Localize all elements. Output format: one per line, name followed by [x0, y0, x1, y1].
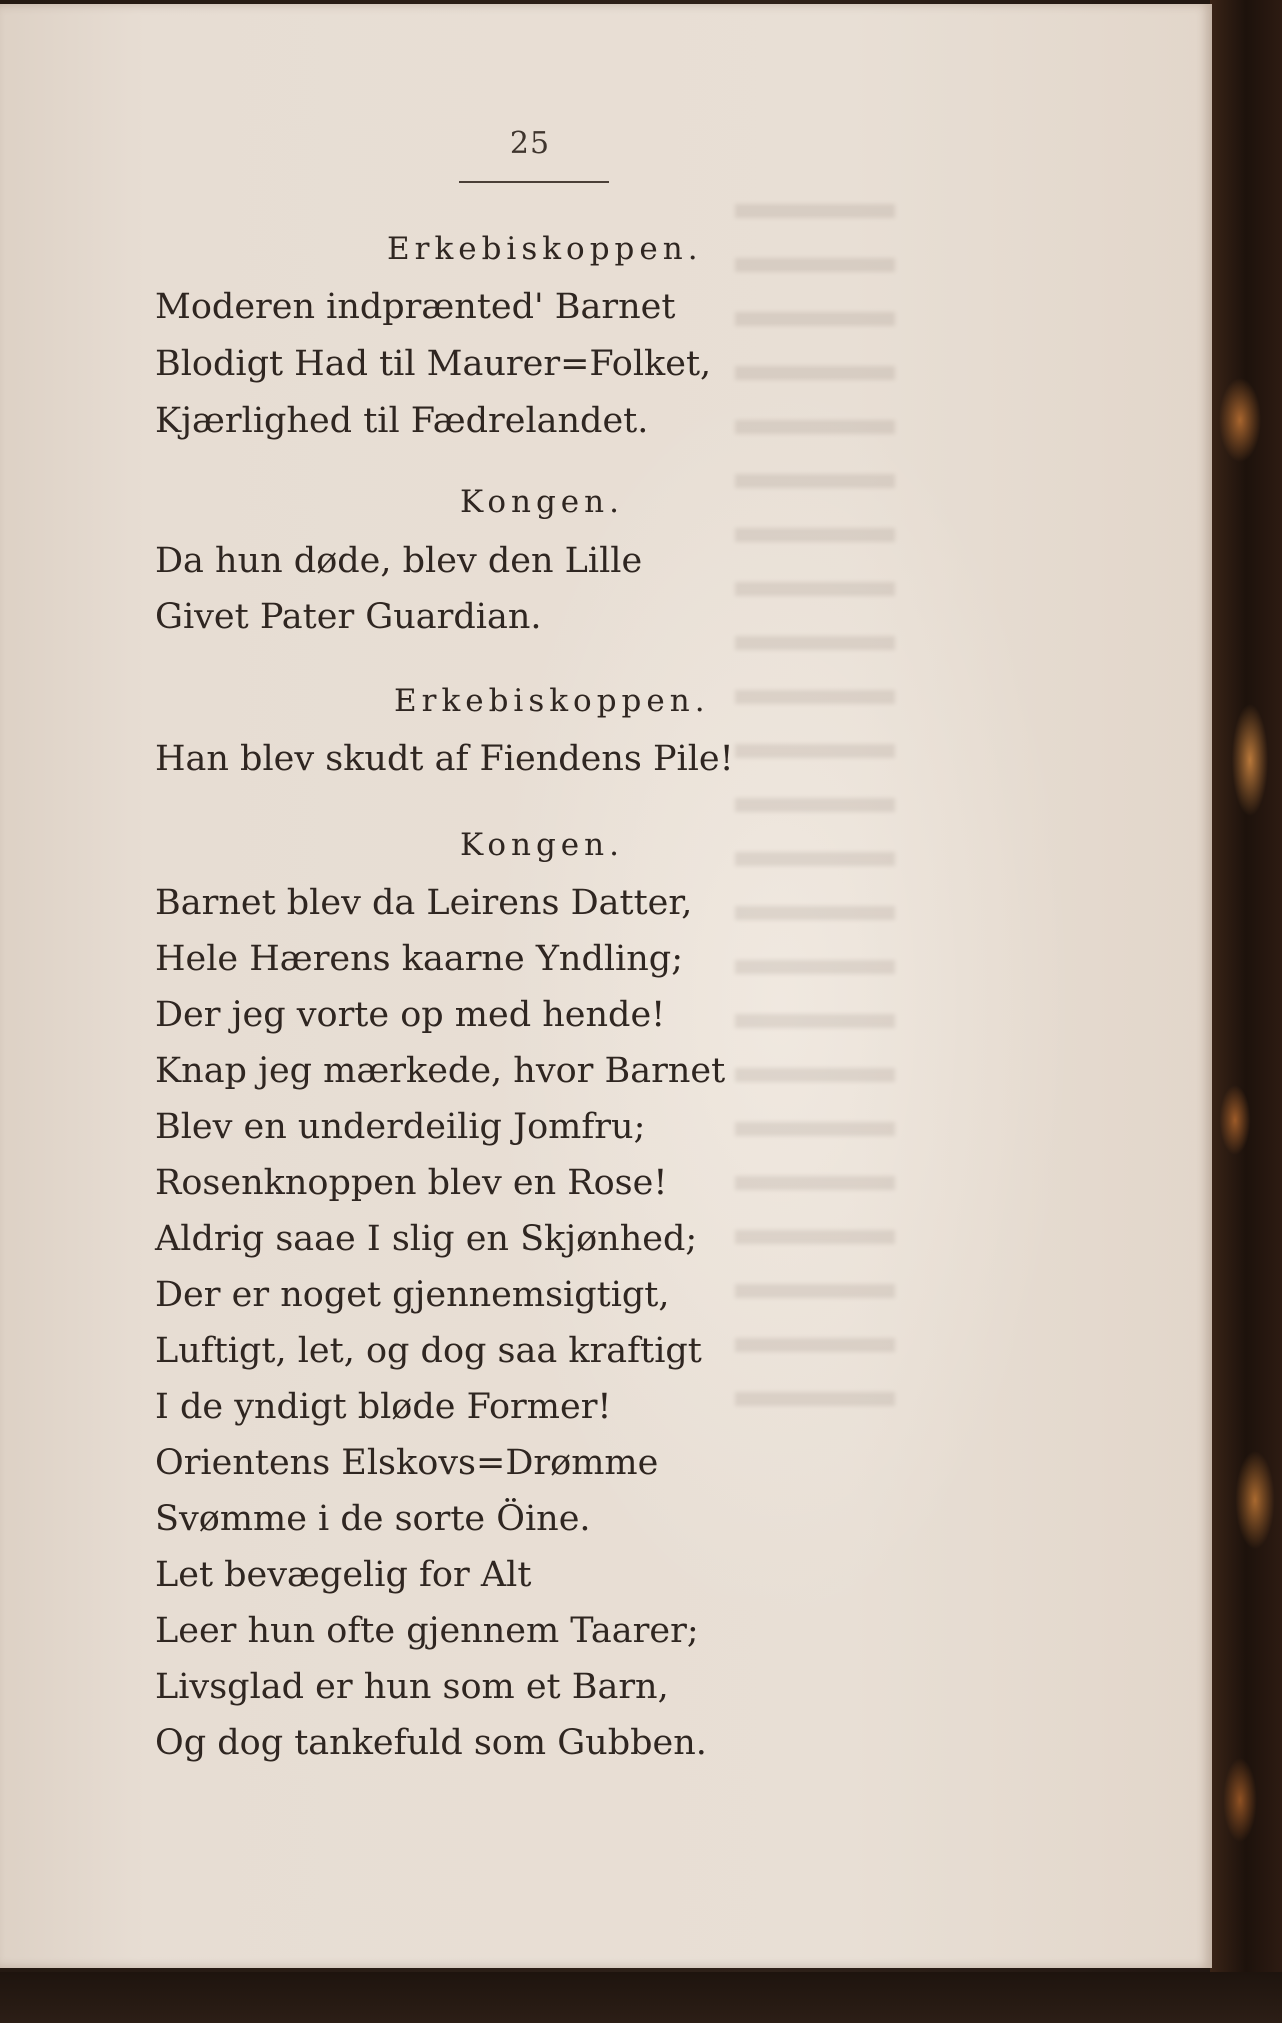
speaker-name: Kongen. [460, 484, 624, 520]
speaker-name: Erkebiskoppen. [387, 231, 703, 267]
verse-line: Blev en underdeilig Jomfru; [155, 1107, 646, 1147]
verse-line: Hele Hærens kaarne Yndling; [155, 939, 683, 979]
verse-line: Og dog tankefuld som Gubben. [155, 1723, 707, 1763]
verse-line: Luftigt, let, og dog saa kraftigt [155, 1331, 702, 1371]
speaker-name: Kongen. [460, 827, 624, 863]
speaker-name: Erkebiskoppen. [394, 683, 710, 719]
verse-line: Han blev skudt af Fiendens Pile! [155, 739, 734, 779]
verse-line: Leer hun ofte gjennem Taarer; [155, 1611, 699, 1651]
verse-line: Der er noget gjennemsigtigt, [155, 1275, 670, 1315]
verse-line: Der jeg vorte op med hende! [155, 995, 666, 1035]
book-bottom-edge [0, 1972, 1282, 2023]
verse-line: Givet Pater Guardian. [155, 597, 542, 637]
page-number: 25 [509, 126, 551, 161]
verse-line: Aldrig saae I slig en Skjønhed; [155, 1219, 698, 1259]
verse-line: Kjærlighed til Fædrelandet. [155, 401, 649, 441]
verse-line: Svømme i de sorte Öine. [155, 1499, 591, 1539]
verse-line: Rosenknoppen blev en Rose! [155, 1163, 668, 1203]
header-rule [459, 181, 609, 183]
verse-line: Barnet blev da Leirens Datter, [155, 883, 693, 923]
verse-line: Knap jeg mærkede, hvor Barnet [155, 1051, 726, 1091]
book-page [0, 4, 1212, 1968]
verse-line: Moderen indprænted' Barnet [155, 287, 676, 327]
verse-line: Let bevægelig for Alt [155, 1555, 532, 1595]
show-through-text [735, 204, 895, 1434]
verse-line: Da hun døde, blev den Lille [155, 541, 643, 581]
book-binding [1210, 0, 1282, 2023]
verse-line: Blodigt Had til Maurer=Folket, [155, 344, 712, 384]
verse-line: Livsglad er hun som et Barn, [155, 1667, 669, 1707]
verse-line: I de yndigt bløde Former! [155, 1387, 612, 1427]
verse-line: Orientens Elskovs=Drømme [155, 1443, 659, 1483]
